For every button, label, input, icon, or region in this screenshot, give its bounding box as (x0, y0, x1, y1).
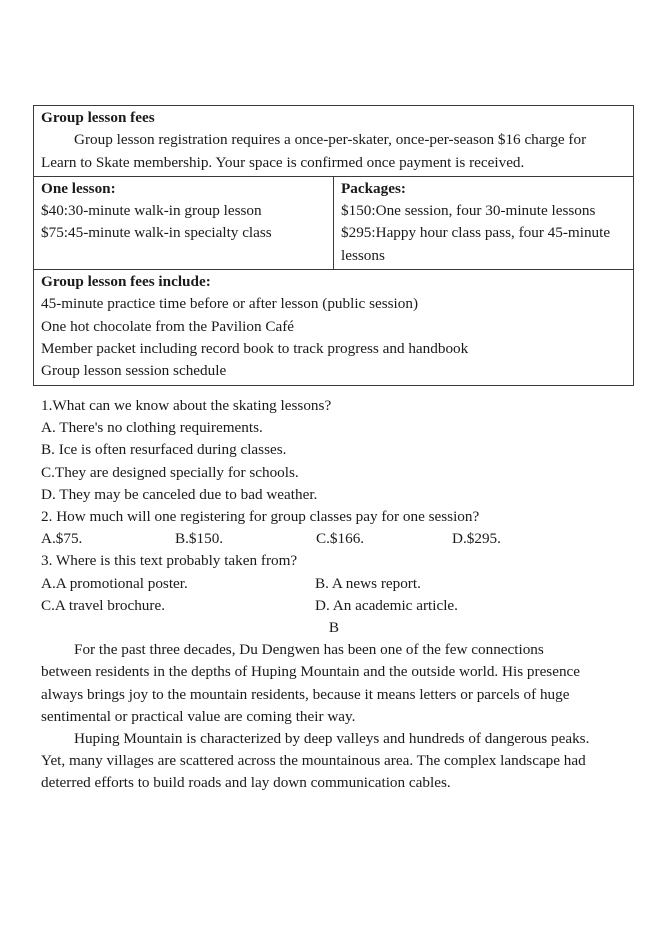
one-lesson-item: $75:45-minute walk-in specialty class (41, 224, 272, 242)
question-option: B.$150. (175, 530, 224, 548)
fees-table (33, 105, 634, 386)
question-2 (41, 506, 627, 550)
packages-item: $295:Happy hour class pass, four 45-minute (341, 224, 611, 242)
fees-text-line-2: Learn to Skate membership. Your space is confirmed once payment is received. (41, 153, 525, 171)
passage-paragraph-1 (41, 639, 627, 728)
question-stem: 2. How much will one registering for group classes pay for one session? (41, 508, 480, 526)
include-item: Group lesson session schedule (41, 362, 227, 380)
one-lesson-heading: One lesson: (41, 179, 116, 197)
include-heading: Group lesson fees include: (41, 273, 211, 291)
question-option: D.$295. (452, 530, 501, 548)
packages-heading: Packages: (341, 179, 406, 197)
passage-line: For the past three decades, Du Dengwen has been one of the few connections (74, 641, 544, 659)
section-b-label: B (328, 619, 340, 637)
include-item: Member packet including record book to track progress and handbook (41, 339, 469, 357)
fees-heading: Group lesson fees (41, 109, 155, 126)
question-option: B. Ice is often resurfaced during classes. (41, 441, 287, 459)
question-option: D. An academic article. (315, 596, 458, 614)
question-stem: 1.What can we know about the skating lessons? (41, 397, 332, 414)
question-1 (41, 395, 627, 506)
question-options-row (41, 595, 627, 617)
passage-line: sentimental or practical value are coming their way. (41, 707, 356, 725)
passage-line: deterred efforts to build roads and lay down communication cables. (41, 774, 451, 792)
question-option: A.A promotional poster. (41, 574, 188, 592)
one-lesson-cell (34, 176, 334, 269)
passage-line: Huping Mountain is characterized by deep valleys and hundreds of dangerous peaks. (74, 730, 590, 748)
include-cell (34, 270, 634, 385)
question-option: C.$166. (316, 530, 365, 548)
packages-item: lessons (341, 246, 385, 264)
question-option: C.They are designed specially for schools. (41, 463, 299, 481)
question-options-row (41, 573, 627, 595)
fees-text-line-1: Group lesson registration requires a once-per-skater, once-per-season $16 charge for (74, 131, 587, 149)
question-3 (41, 550, 627, 617)
question-option: D. They may be canceled due to bad weather. (41, 485, 318, 503)
include-item: One hot chocolate from the Pavilion Café (41, 317, 295, 335)
questions-and-passage (41, 395, 627, 795)
question-option: C.A travel brochure. (41, 596, 165, 614)
passage-line: Yet, many villages are scattered across the mountainous area. The complex landscape had (41, 752, 586, 770)
question-option: A. There's no clothing requirements. (41, 419, 263, 437)
one-lesson-item: $40:30-minute walk-in group lesson (41, 202, 262, 220)
question-option: A.$75. (41, 530, 83, 548)
question-option: B. A news report. (315, 574, 421, 592)
fees-cell (34, 106, 634, 177)
question-stem: 3. Where is this text probably taken from? (41, 552, 298, 570)
include-item: 45-minute practice time before or after lesson (public session) (41, 295, 419, 313)
question-options-row (41, 528, 627, 550)
packages-item: $150:One session, four 30-minute lessons (341, 202, 596, 220)
passage-paragraph-2 (41, 728, 627, 795)
packages-cell (334, 176, 634, 269)
passage-line: between residents in the depths of Huping Mountain and the outside world. His presence (41, 663, 581, 681)
passage-line: always brings joy to the mountain residents, because it means letters or parcels of huge (41, 685, 570, 703)
